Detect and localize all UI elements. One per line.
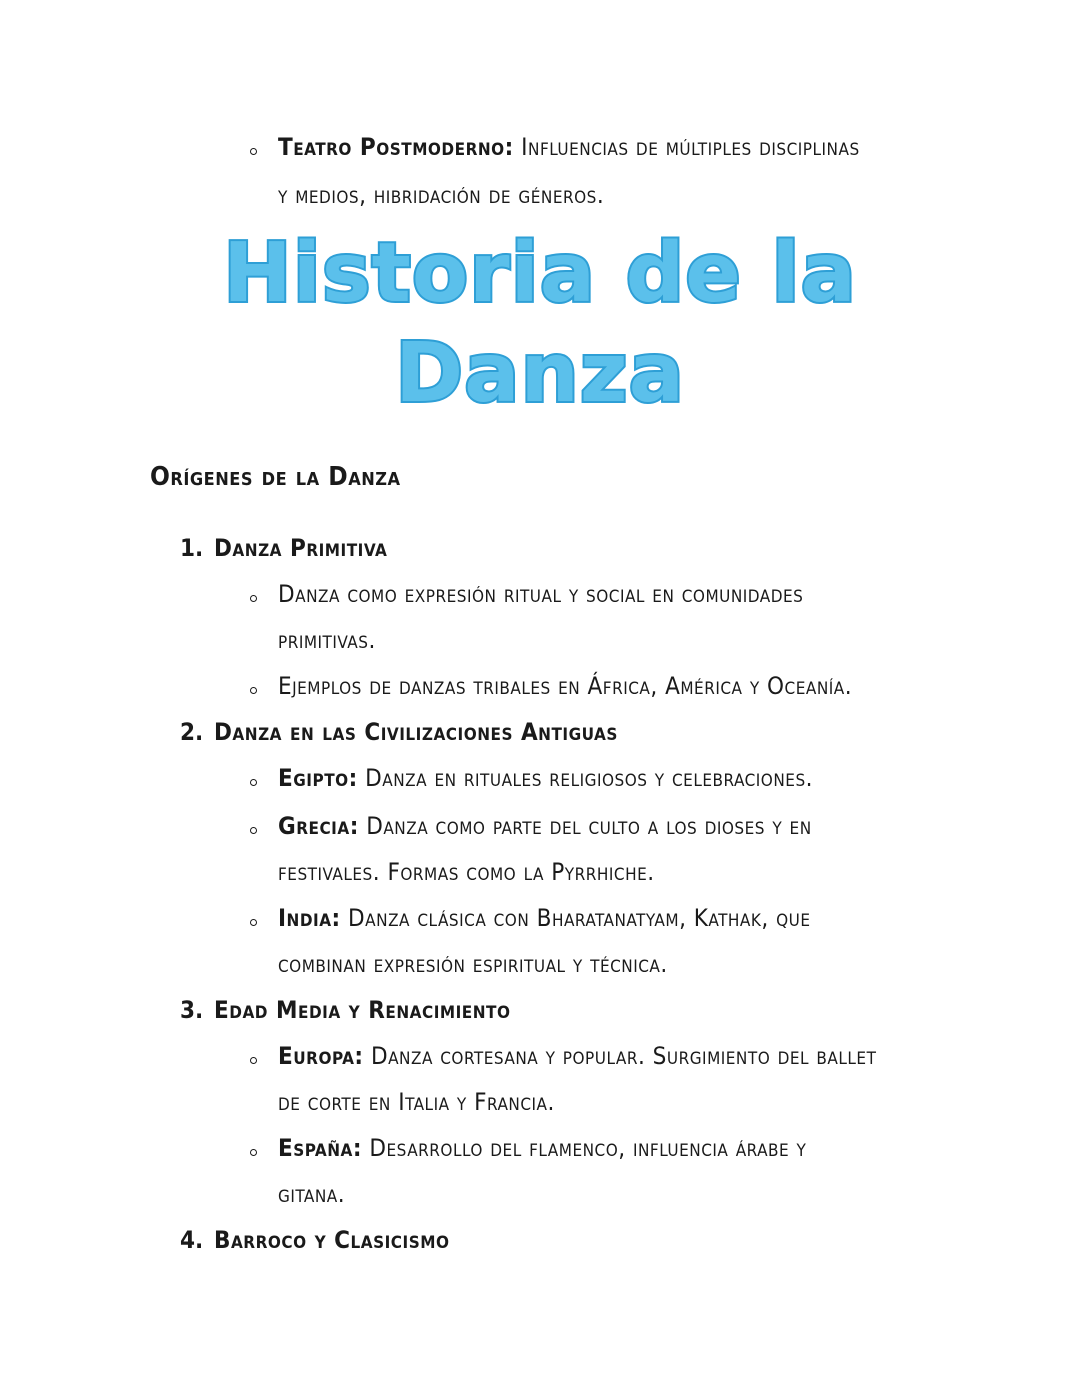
intro-text-2: y medios, hibridación de géneros.: [278, 181, 605, 209]
list-item-text: Danza como expresión ritual y social en comunidades: [278, 580, 804, 608]
list-item: [278, 763, 813, 793]
list-item-term: España:: [278, 1134, 363, 1162]
list-item: [278, 671, 852, 701]
list-item: [278, 579, 803, 609]
list-item-text: combinan expresión espiritual y técnica.: [278, 950, 668, 978]
list-item-text: Desarrollo del flamenco, influencia árabe y: [369, 1134, 807, 1162]
list-item-text: Danza como parte del culto a los dioses y en: [366, 812, 812, 840]
item-heading: Edad Media y Renacimiento: [214, 996, 511, 1024]
list-item-continued: [278, 949, 668, 979]
item-number: 1.: [180, 534, 204, 562]
list-item-continued: [278, 1179, 345, 1209]
list-item-continued: [278, 857, 655, 887]
list-item-term: India:: [278, 904, 341, 932]
bullet-icon: [250, 595, 257, 602]
intro-term: Teatro Postmoderno:: [278, 133, 514, 161]
page-title-line-1: Historia de la: [223, 226, 857, 321]
bullet-icon: [250, 1149, 257, 1156]
list-item-text: festivales. Formas como la Pyrrhiche.: [278, 858, 655, 886]
list-item: [278, 1133, 806, 1163]
item-heading: Danza Primitiva: [214, 534, 388, 562]
item-heading: Danza en las Civilizaciones Antiguas: [214, 718, 618, 746]
bullet-icon: [250, 779, 257, 786]
list-item-term: Egipto:: [278, 764, 358, 792]
intro-text-1: Influencias de múltiples disciplinas: [521, 133, 860, 161]
item-heading: Barroco y Clasicismo: [214, 1226, 450, 1254]
list-item-continued: [278, 625, 376, 655]
list-item-text: gitana.: [278, 1180, 346, 1208]
list-item-text: primitivas.: [278, 626, 376, 654]
list-item-text: Ejemplos de danzas tribales en África, América y Oceanía.: [278, 672, 853, 700]
list-item: [278, 811, 812, 841]
item-number: 4.: [180, 1226, 204, 1254]
list-item-term: Grecia:: [278, 812, 359, 840]
bullet-icon: [250, 827, 257, 834]
intro-line-1: [278, 132, 860, 162]
item-number: 2.: [180, 718, 204, 746]
bullet-icon: [250, 1057, 257, 1064]
bullet-icon: [250, 919, 257, 926]
list-item-term: Europa:: [278, 1042, 364, 1070]
item-number: 3.: [180, 996, 204, 1024]
list-item-text: Danza cortesana y popular. Surgimiento del ballet: [370, 1042, 877, 1070]
list-item-continued: [278, 1087, 555, 1117]
intro-line-2: [278, 180, 604, 210]
list-item-text: de corte en Italia y Francia.: [278, 1088, 555, 1116]
list-item: [278, 1041, 876, 1071]
list-item: [278, 903, 811, 933]
page-title-line-2: Danza: [395, 326, 685, 421]
list-item-text: Danza en rituales religiosos y celebraciones.: [365, 764, 814, 792]
bullet-icon: [250, 687, 257, 694]
bullet-icon: [250, 148, 257, 155]
section-heading: Orígenes de la Danza: [150, 462, 401, 492]
list-item-text: Danza clásica con Bharatanatyam, Kathak, que: [348, 904, 811, 932]
